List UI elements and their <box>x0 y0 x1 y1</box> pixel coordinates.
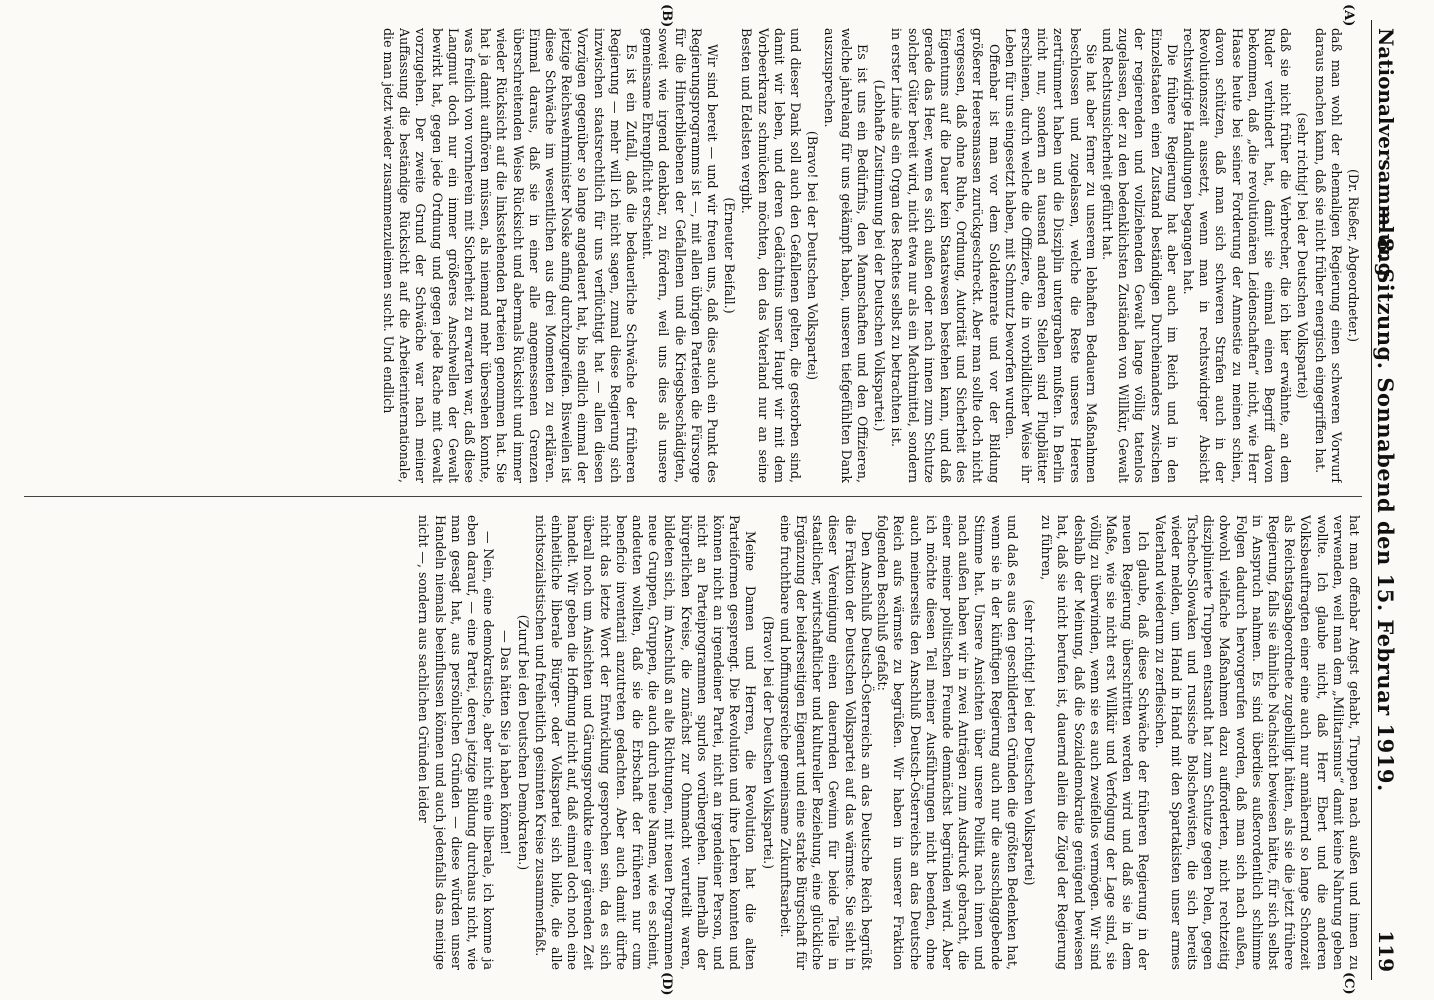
interjection: (Erneuter Beifall.) <box>722 197 738 314</box>
margin-marker-a: (A) <box>1341 4 1356 27</box>
margin-marker-d: (D) <box>659 972 674 996</box>
interjection: (Lebhafte Zustimmung bei der Deutschen Volkspartei.) <box>872 79 888 432</box>
interjection: (sehr richtig! bei der Deutschen Volkspartei) <box>1295 112 1311 399</box>
paragraph: Die frühere Regierung hat aber auch im Reich und in den Einzelstaaten einen Zustand beständigen Durcheinanders zwischen der regierenden und vollziehenden Gewalt lange völlig tatenlos zugelassen, der zu den bedenklichsten Zuständen von Willkür, Gewalt und Rechtsunsicherheit geführt hat. <box>1099 28 1180 483</box>
paragraph: Sie hat aber ferner zu unserem lebhaften Bedauern Maßnahmen beschlossen und zugelassen, welche die Reste unseres Heeres zertrümmert haben und die Disziplin untergraben mußten. In Berlin nicht nur, sondern an tausend anderen Stellen sind Flugblätter erschienen, durch welche die Offiziere, die in vorbildlicher Weise ihr Leben für uns eingesetzt haben, mit Schmutz beworfen wurden. <box>1002 28 1099 483</box>
margin-marker-c: (C) <box>1341 972 1356 995</box>
paragraph: daß sie nicht früher die Verbrecher, die ich hier erwähnte, an dem Ruder verhindert hat, damit sie einmal einen Begriff davon bekommen, daß „die revolutionären Leidenschaften“ nicht, wie Herr Haase heute bei seiner Forderung der Amnestie zu meinen schien, davon schützen, daß man sich schweren Strafen auch in der Revolutionszeit aussetzt, wenn man in rechtswidriger Absicht rechtswidrige Handlungen begangen hat. <box>1180 28 1294 483</box>
interjection: — Das hätten Sie ja haben können! <box>498 630 514 855</box>
paragraph: Meine Damen und Herren, die Revolution hat die alten Parteiformen gesprengt. Die Revolution und ihre Lehren konnten und können nicht an irgendeiner Partei, nicht an irgendeiner Person, und nicht an Parteiprogrammen spurlos vorübergehen. Innerhalb der bürgerlichen Kreise, die zunächst zur Ohnmacht verurteilt waren, bildeten sich, im Anschluß an alte Richtungen, mit neuen Programmen neue Gruppen, Gruppen, die auch durch neue Namen, wie es scheint, andeuten wollten, daß sie die Erbschaft der früheren nur cum beneficio inventarii anzutreten gedachten. Aber auch damit dürfte nicht das letzte Wort der Entwicklung gesprochen sein, da es sich überall noch um Ansichten und Gärungsprodukte einer gärenden Zeit handelt. Wir geben die Hoffnung nicht auf, daß einmal doch noch eine einheitliche liberale Bürger- oder Volkspartei sich bilde, die alle nichtsozialistischen und freiheitlich gesinnten Kreise zusammenfaßt. <box>532 515 759 970</box>
paragraph: Wir sind bereit — und wir freuen uns, daß dies auch ein Punkt des Regierungsprogramms ist —, mit allen übrigen Parteien die Fürsorge für die Hinterbliebenen der Gefallenen und die Kriegsbeschädigten, soweit wie irgend denkbar, zu fördern, weil uns dies als unsere gemeinsame Ehrenpflicht erscheint. <box>640 28 721 483</box>
header-session-date: — 8. Sitzung. Sonnabend den 15. Februar 1919. <box>1373 208 1398 792</box>
interjection: (Bravo! bei der Deutschen Volkspartei) <box>805 130 821 381</box>
paragraph: hat man offenbar Angst gehabt, Truppen nach außen und innen zu verwenden, weil man dem „Militarismus“ damit keine Nahrung geben wollte. Ich glaube nicht, daß Herr Ebert und die anderen Volksbeauftragten einer eine auch nur annähernd so lange Schonzeit als Reichstagsabgeordnete zugebilligt hätten, als sie die jetzt frühere Regierung, falls sie ähnliche Nachsicht bewiesen hätte, für sich selbst in Anspruch nahmen. Es sind überdies außerordentlich schlimme Folgen dadurch hervorgerufen worden, daß man sich nach außen, obwohl vielfache Maßnahmen dazu aufforderten, nicht rechtzeitig disziplinierte Truppen entsandt hat zum Schutze gegen Polen, gegen Tschecho-Slowaken und russische Bolschewisten, die sich bereits wieder melden, um Hand in Hand mit den Spartakisten unser armes Vaterland wiederum zu zerfleischen. <box>1152 515 1362 970</box>
paragraph: Es ist ein Zufall, daß die bedauerliche Schwäche der früheren Regierung — mehr will ich nicht sagen, zumal diese Regierung sich inzwischen staatsrechtlich für uns verflüchtigt hat — allen diesen Vorzügen gegenüber so lange angedauert hat, bis endlich einmal der jetzige Reichswehrminister Noske anfing durchzugreifen. Bisweilen ist diese Schwäche im wesentlichen aus drei Momenten zu erklären. Einmal daraus, daß sie in einer alle angemessenen Grenzen überschreitenden Weise Rücksicht und abermals Rücksicht und immer wieder Rücksicht auf die linksstehenden Parteien genommen hat. Sie hat ja damit aufhören müssen, als niemand mehr übersehen konnte, was freilich von vornherein mit Sicherheit zu erwarten war, daß diese Langmut doch nur ein immer größeres Anschwellen der Gewalt bewirkt hat, gegen jede Ordnung und gegen jede Rache mit Gewalt vorzugehen. Der zweite Grund der Schwäche war nach meiner Auffassung die beständige Rücksicht auf die Arbeiterinternationale, die man jetzt wieder zusammenzuleimen sucht. Und endlich <box>381 28 640 483</box>
right-column <box>24 515 1362 970</box>
quoted-resolution: Den Anschluß Deutsch-Österreichs an das Deutsche Reich begrüßt die Fraktion der Deutschen Volkspartei auf das wärmste. Sie sieht in dieser Vereinigung einen dauernden Gewinn für beide Teile in staatlicher, wirtschaftlicher und kultureller Beziehung, eine glückliche Ergänzung der beiderseitigen Eigenart und eine starke Bürgschaft für eine fruchtbare und hoffnungsreiche gemeinsame Zukunftsarbeit. <box>777 515 874 970</box>
left-column <box>24 28 1362 483</box>
column-divider <box>24 496 1362 497</box>
header-publication: Nationalversammlung. <box>1374 28 1398 284</box>
interjection: (sehr richtig! bei der Deutschen Volkspartei) <box>1021 599 1037 886</box>
interjection: (Bravo! bei der Deutschen Volkspartei.) <box>760 615 776 870</box>
paragraph: Es ist uns ein Bedürfnis, den Mannschaften und den Offizieren, welche jahrelang für uns gekämpft haben, unseren tiefgefühlten Dank auszusprechen. <box>822 28 870 483</box>
paragraph: und dieser Dank soll auch den Gefallenen gelten, die gestorben sind, damit wir leben, und deren Gedächtnis unser Haupt wir mit dem Vorbeerkranz schmücken möchten, den das Vaterland nur an seine Besten und Edelsten vergibt. <box>739 28 804 483</box>
paragraph: Offenbar ist man vor dem Soldatenrate und vor der Bildung größerer Heeresmassen zurückgeschreckt. Aber man sollte doch nicht vergessen, daß ohne Ruhe, Ordnung, Autorität und Sicherheit des Eigentums auf die Dauer kein Staatswesen bestehen kann, und daß gerade das Heer, wenn es sich außen oder nach innen zum Schutze solcher Güter bereit wird, nicht etwa nur als ein Machtmittel, sondern in erster Linie als ein Organ des Rechtes selbst zu betrachten ist. <box>889 28 1002 483</box>
paragraph: Ich glaube, daß diese Schwäche der früheren Regierung in der neuen Regierung überschritten werden wird und daß sie in dem Maße, wie sie nicht erst Willkür und Verfolgung der Lage sind, sie völlig zu überwinden, wenn sie es auch zweifellos vermögen. Wir sind deshalb der Meinung, daß die Sozialdemokratie genügend bewiesen hat, daß sie nicht berufen ist, dauernd allein die Zügel der Regierung zu führen, <box>1039 515 1152 970</box>
paragraph: daß man wohl der ehemaligen Regierung einen schweren Vorwurf daraus machen kann, daß sie nicht früher energisch eingegriffen hat. <box>1312 28 1344 483</box>
speaker-line: (Dr. Rießer, Abgeordneter.) <box>1346 168 1361 343</box>
margin-marker-b: (B) <box>659 4 674 28</box>
page-header <box>1371 20 1402 980</box>
page-number: 119 <box>1374 930 1398 972</box>
paragraph: — Nein, eine demokratische, aber nicht eine liberale, ich komme ja eben darauf, — eine Partei, deren jetzige Bildung durchaus nicht, wie man gesagt hat, aus persönlichen Gründen — diese würden unser Handeln niemals beeinflussen können und auch jedenfalls das meinige nicht —, sondern aus sachlichen Gründen leider <box>416 515 497 970</box>
paragraph: und daß es aus den geschilderten Gründen die größten Bedenken hat, wenn sie in der künftigen Regierung auch nur die ausschlaggebende Stimme hat. Unsere Ansichten über unsere Politik nach innen und nach außen haben wir in zwei Anträgen zum Ausdruck gebracht, die einer meiner politischen Freunde demnächst begründen wird. Aber ich möchte diesen Teil meiner Ausführungen nicht beenden, ohne auch meinerseits den Anschluß Deutsch-Österreichs an das Deutsche Reich aufs wärmste zu begrüßen. Wir haben in unserer Fraktion folgenden Beschluß gefaßt: <box>875 515 1020 970</box>
interjection: (Zuruf bei den Deutschen Demokraten.) <box>515 614 531 871</box>
